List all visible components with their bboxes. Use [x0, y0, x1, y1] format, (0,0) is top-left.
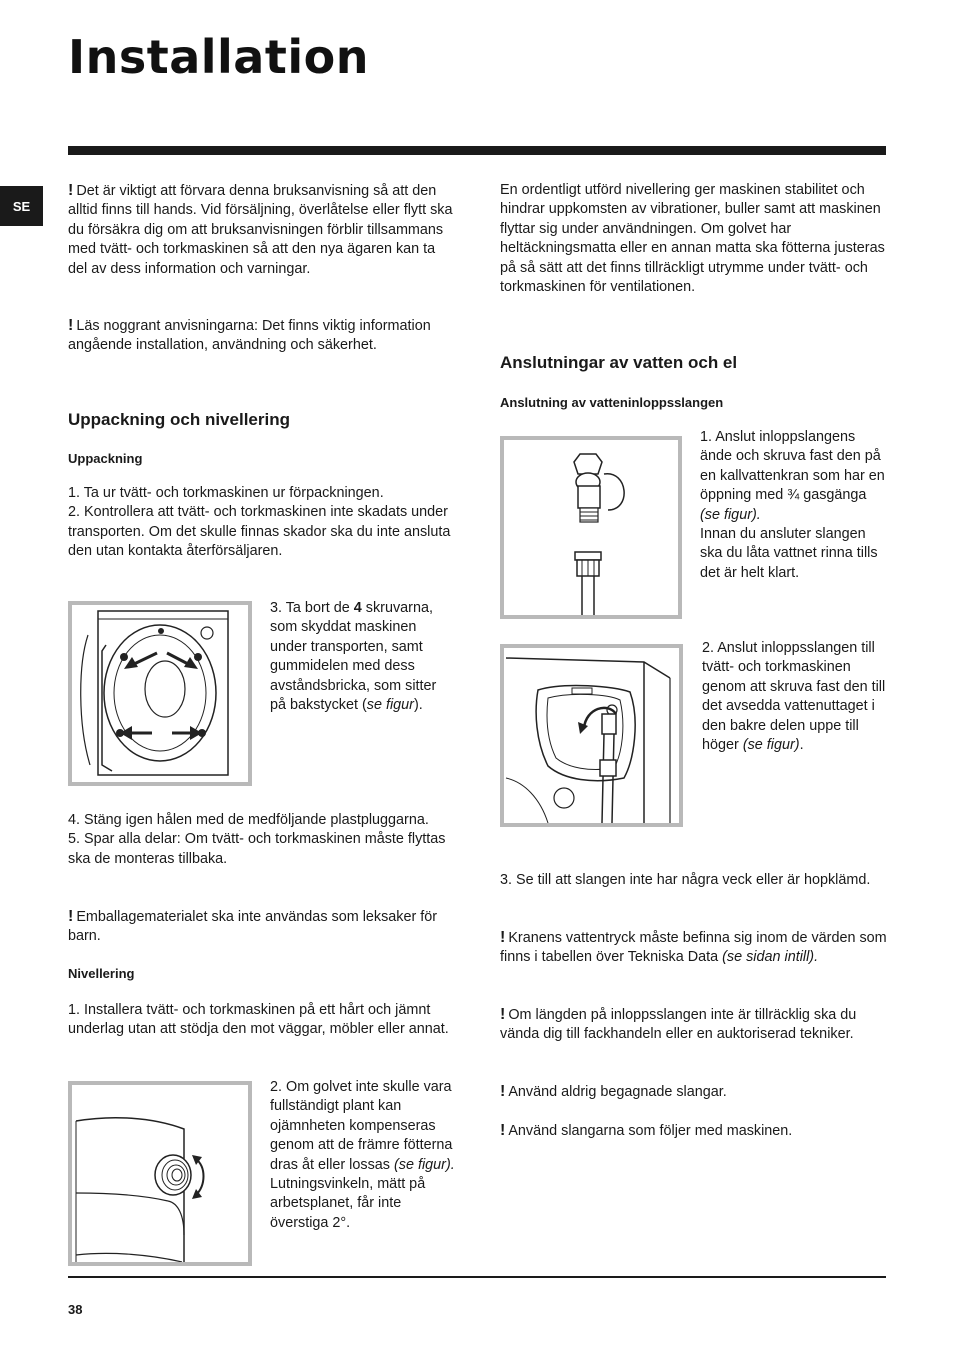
leveling-intro: En ordentligt utförd nivellering ger maskinen stabilitet och hindrar uppkomsten av vibrationer, buller samt att maskinen flyttar sig under användningen. Om golvet har heltäckningsmatta eller en annan matta ska fötterna justeras på så sätt att det finns tillräckligt utrymme under tvätt- och torkmaskinen för ventilationen.	[500, 182, 885, 296]
step-4: 4. Stäng igen hålen med de medföljande plastpluggarna.	[68, 812, 429, 828]
bottom-rule	[68, 1276, 886, 1278]
notice-packaging	[68, 907, 456, 947]
figure-machine-inlet	[500, 644, 683, 827]
inlet-step-1-figure-ref: (se figur).	[700, 506, 761, 523]
inlet-step-3: 3. Se till att slangen inte har några veck eller är hopklämd.	[500, 872, 871, 888]
inlet-step-2-figure-ref: (se figur)	[742, 737, 800, 754]
step-3-text-end: ).	[413, 697, 423, 714]
leveling-step-2	[270, 1078, 458, 1233]
notice-text: Använd aldrig begagnade slangar.	[508, 1084, 727, 1100]
unpacking-steps-1-2	[68, 484, 458, 562]
notice-used-hoses	[500, 1082, 888, 1102]
machine-back-illustration	[72, 605, 248, 782]
subheading-unpacking: Uppackning	[68, 451, 143, 466]
section-heading-water-electric: Anslutningar av vatten och el	[500, 353, 738, 372]
top-rule	[68, 146, 886, 155]
figure-machine-back-screws	[68, 601, 252, 786]
page-title: Installation	[68, 30, 369, 84]
leveling-step-1: 1. Installera tvätt- och torkmaskinen på ett hårt och jämnt underlag utan att stödja den mot väggar, möbler eller annat.	[68, 1002, 449, 1038]
leveling-step-2-figure-ref: (se figur).	[393, 1156, 455, 1173]
warning-mark: !	[68, 182, 74, 199]
tap-hose-illustration	[504, 440, 678, 615]
unpacking-steps-4-5	[68, 811, 458, 869]
language-label: SE	[12, 198, 31, 214]
figure-tap-connection	[500, 436, 682, 619]
notice-text: Kranens vattentryck måste befinna sig inom de värden som finns i tabellen över Tekniska Data	[500, 930, 887, 966]
warning-mark: !	[500, 929, 506, 946]
notice-water-pressure	[500, 928, 888, 968]
warning-mark: !	[68, 317, 74, 334]
step-5: 5. Spar alla delar: Om tvätt- och torkmaskinen måste flyttas ska de monteras tillbaka.	[68, 831, 446, 867]
inlet-step-1-text: 1. Anslut inloppslangens ände och skruva fast den på en kallvattenkran som har en öppning med ¾ gasgänga	[700, 429, 885, 504]
step-3-figure-ref: se figur	[366, 697, 414, 714]
step-3-text-cont: skruvarna, som skyddat maskinen under transporten, samt gummidelen med dess avståndsbricka, som sitter på bakstycket (	[270, 600, 437, 714]
language-tab	[0, 186, 43, 226]
machine-inlet-illustration	[504, 648, 679, 823]
step-3-count: 4	[353, 600, 362, 616]
step-2: 2. Kontrollera att tvätt- och torkmaskinen inte skadats under transporten. Om det skulle finnas skador ska du inte ansluta den utan kontakta återförsäljaren.	[68, 504, 451, 560]
warning-mark: !	[500, 1083, 506, 1100]
notice-text: Läs noggrant anvisningarna: Det finns viktig information angående installation, användning och säkerhet.	[68, 318, 431, 354]
notice-text: Använd slangarna som följer med maskinen.	[508, 1123, 793, 1139]
step-1: 1. Ta ur tvätt- och torkmaskinen ur förpackningen.	[68, 485, 384, 501]
section-heading-unpacking-leveling: Uppackning och nivellering	[68, 410, 290, 429]
notice-text: Det är viktigt att förvara denna bruksanvisning så att den alltid finns till hands. Vid försäljning, överlåtelse eller flytt ska du försäkra dig om att bruksanvisningen förblir tillsammans med tvätt- och torkmaskinen så att den nya ägaren kan ta del av dess information och varningar.	[68, 183, 453, 277]
inlet-step-2	[702, 639, 888, 755]
notice-page-ref: (se sidan intill).	[722, 949, 819, 966]
leveling-step-2-text: 2. Om golvet inte skulle vara fullständigt plant kan ojämnheten kompenseras genom att de främre fötterna dras åt eller lossas	[270, 1079, 453, 1173]
warning-mark: !	[500, 1006, 506, 1023]
inlet-step-1	[700, 428, 888, 583]
notice-supplied-hoses	[500, 1121, 888, 1141]
unpacking-step-3	[270, 599, 456, 715]
step-3-text: 3. Ta bort de	[270, 600, 354, 616]
warning-mark: !	[68, 908, 74, 925]
warning-mark: !	[500, 1122, 506, 1139]
leveling-step-2-angle: Lutningsvinkeln, mätt på arbetsplanet, får inte överstiga 2°.	[270, 1176, 426, 1231]
inlet-step-1-note: Innan du ansluter slangen ska du låta vattnet rinna tills det är helt klart.	[700, 526, 878, 581]
notice-text: Emballagematerialet ska inte användas som leksaker för barn.	[68, 909, 438, 945]
page-number: 38	[68, 1302, 83, 1317]
inlet-step-2-end: .	[799, 737, 804, 754]
inlet-step-2-text: 2. Anslut inloppsslangen till tvätt- och torkmaskinen genom att skruva fast den till det avsedda vattenuttaget i den bakre delen uppe till höger	[702, 640, 886, 754]
subheading-leveling: Nivellering	[68, 966, 135, 981]
notice-keep-manual	[68, 181, 456, 279]
figure-leveling-foot	[68, 1081, 252, 1266]
leveling-foot-illustration	[72, 1085, 248, 1262]
subheading-inlet-hose: Anslutning av vatteninloppsslangen	[500, 395, 724, 410]
notice-text: Om längden på inloppsslangen inte är tillräcklig ska du vända dig till fackhandeln eller en auktoriserad tekniker.	[500, 1007, 857, 1043]
notice-read-instructions	[68, 316, 456, 356]
notice-hose-length	[500, 1005, 888, 1045]
